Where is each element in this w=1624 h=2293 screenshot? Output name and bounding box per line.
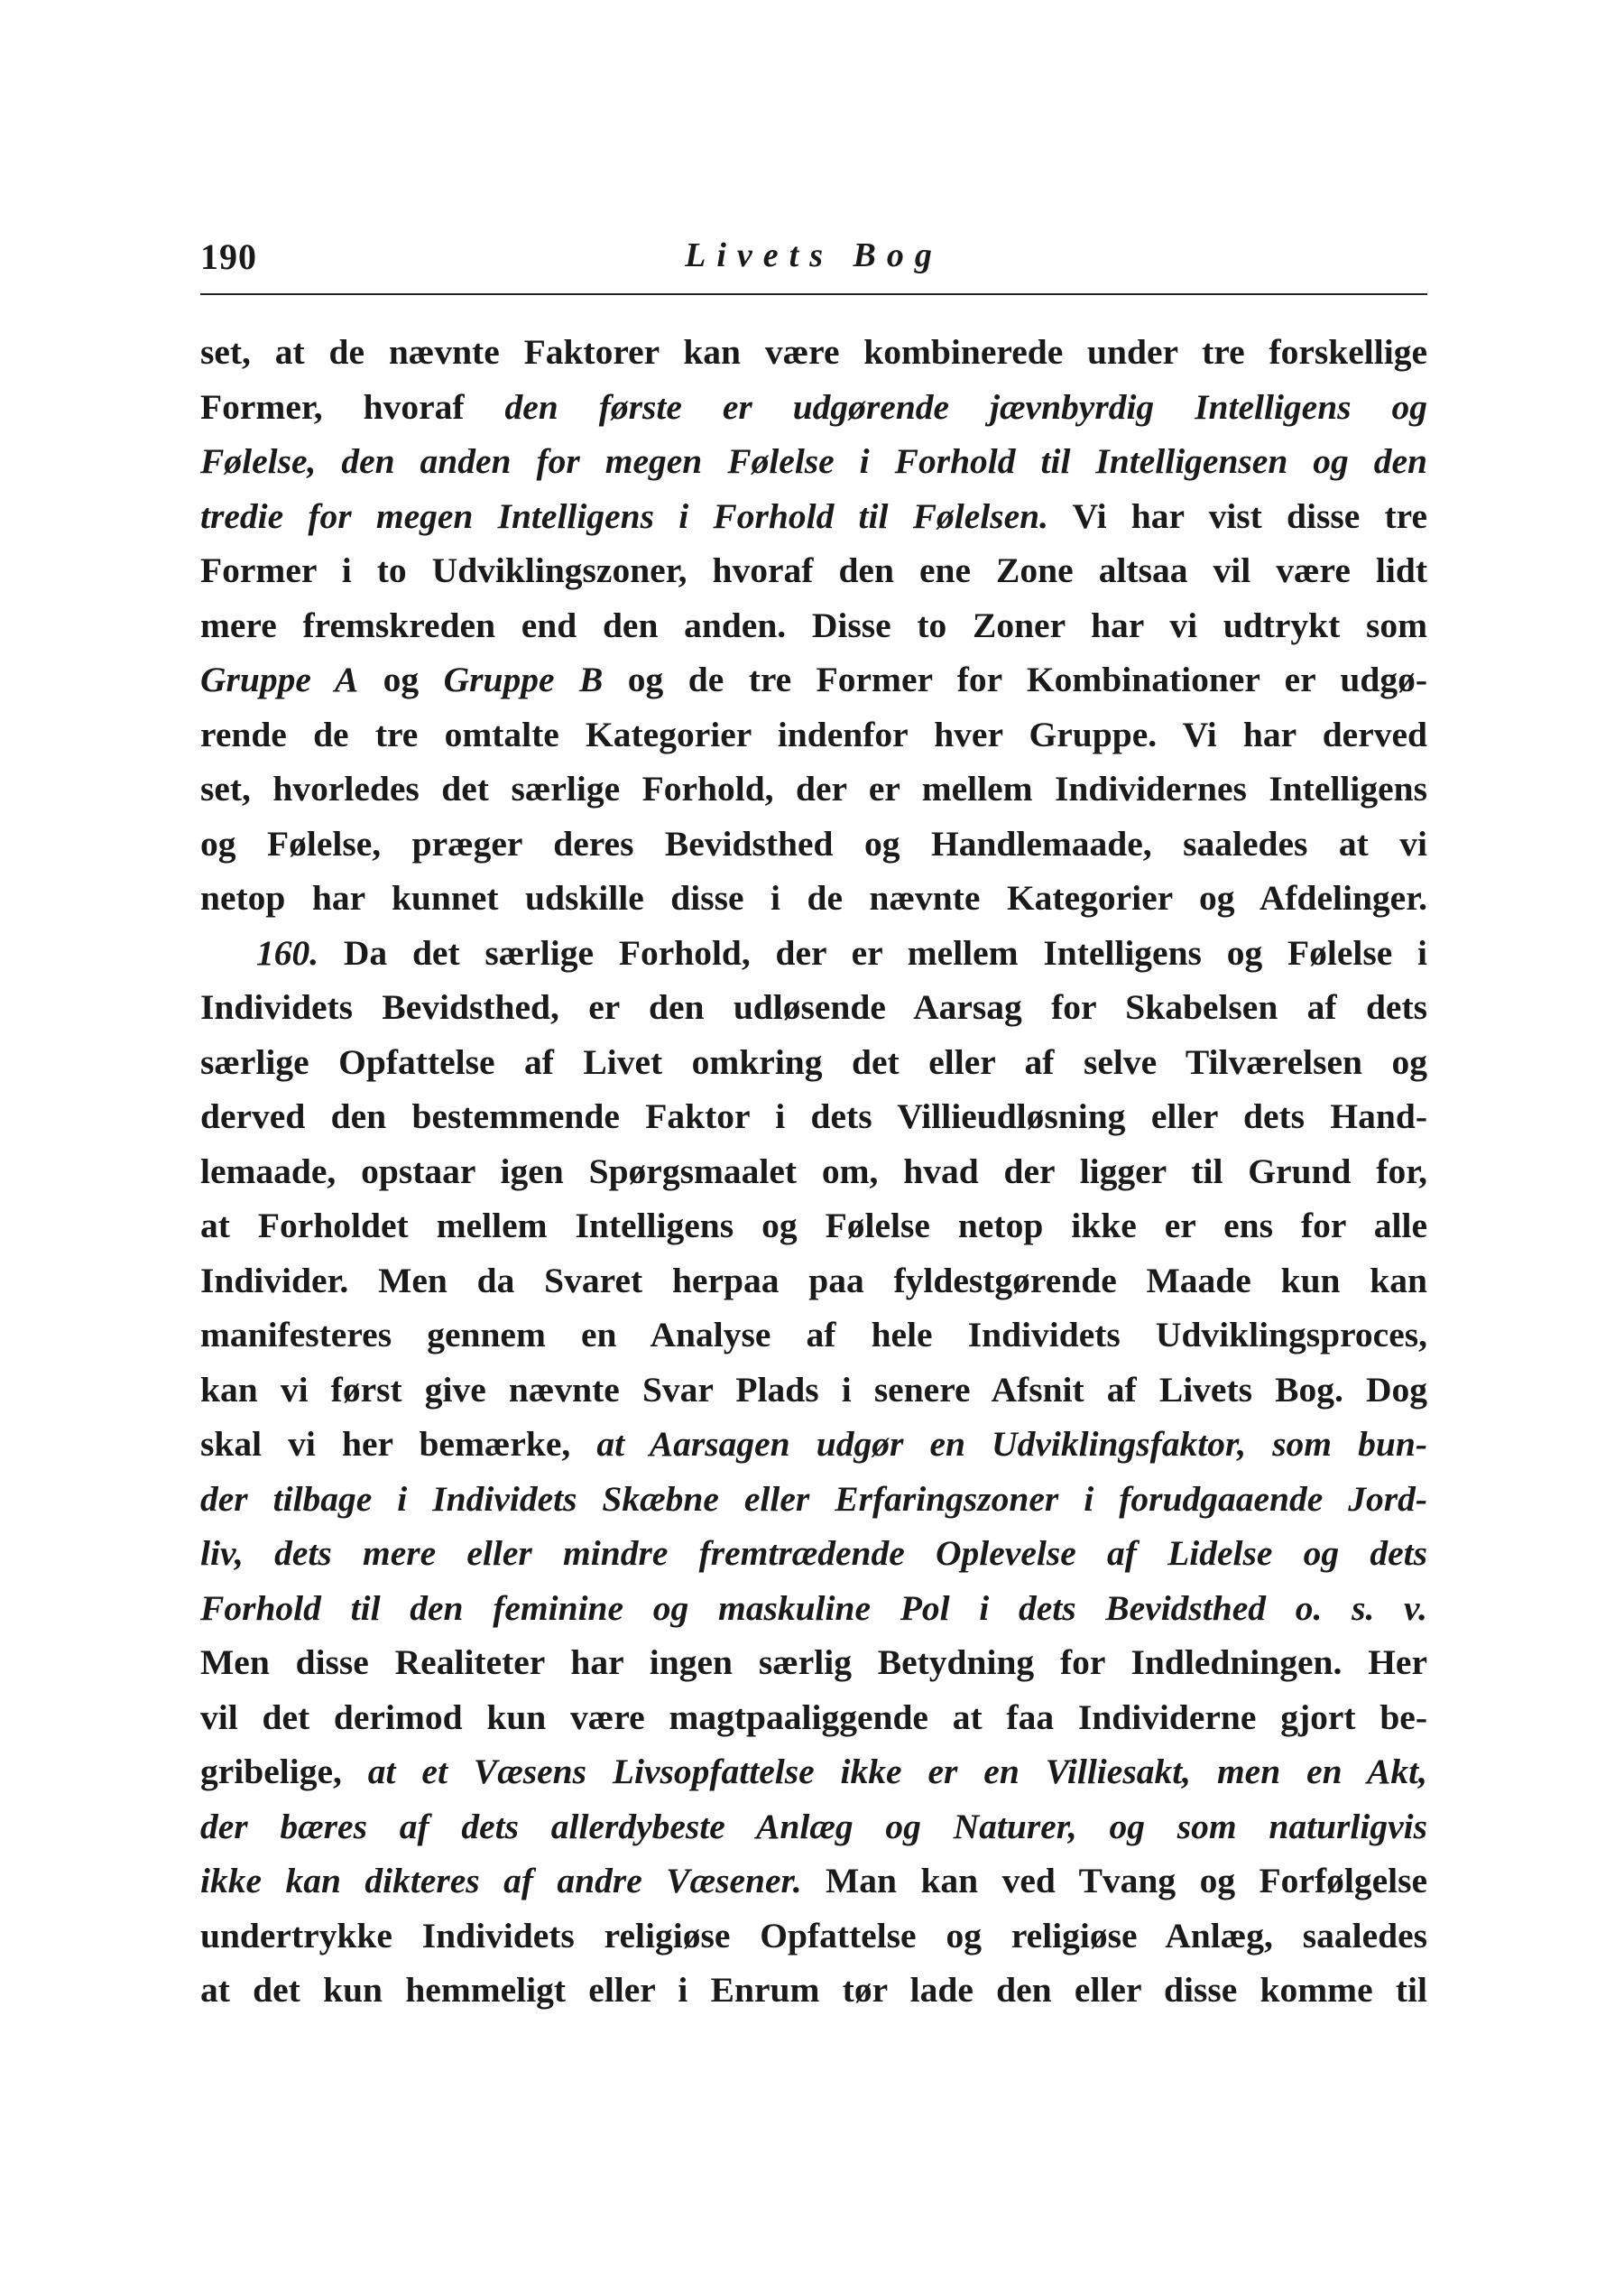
text-line xyxy=(200,1963,1427,2018)
italic-text: at et Væsens Livsopfattelse ikke er en Villiesakt, men en Akt, xyxy=(367,1752,1427,1791)
italic-text: Forhold til den feminine og maskuline Pol i dets Bevidsthed o. s. v. xyxy=(200,1587,1427,1628)
text-segment: og Følelse, præger deres Bevidsthed og Handlemaade, saaledes at vi xyxy=(200,823,1427,864)
text-line xyxy=(200,980,1427,1035)
text-line xyxy=(200,1363,1427,1418)
text-line xyxy=(200,1635,1427,1690)
text-segment: Vi har vist disse tre xyxy=(1048,495,1427,536)
text-line xyxy=(200,1035,1427,1090)
text-segment: derved den bestemmende Faktor i dets Villieudløsning eller dets Hand- xyxy=(200,1096,1427,1136)
text-segment: og xyxy=(358,660,444,699)
text-line xyxy=(200,1089,1427,1144)
italic-text: ikke kan dikteres af andre Væsener. xyxy=(200,1861,802,1900)
italic-text: 160. xyxy=(256,932,319,973)
text-line xyxy=(200,926,1427,981)
text-line xyxy=(200,434,1427,489)
text-line xyxy=(200,1526,1427,1581)
text-segment: undertrykke Individets religiøse Opfattelse og religiøse Anlæg, saaledes xyxy=(200,1915,1427,1956)
text-line xyxy=(200,1799,1427,1854)
text-segment: Da det særlige Forhold, der er mellem Intelligens og Følelse i xyxy=(318,932,1427,973)
italic-text: Gruppe A xyxy=(200,660,359,699)
text-segment: skal vi her bemærke, xyxy=(200,1424,597,1464)
text-segment: kan vi først give nævnte Svar Plads i senere Afsnit af Livets Bog. Dog xyxy=(200,1369,1427,1410)
body-text xyxy=(200,325,1427,2018)
text-segment: manifesteres gennem en Analyse af hele Individets Udviklingsproces, xyxy=(200,1315,1427,1355)
text-segment: Former i to Udviklingszoner, hvoraf den ene Zone altsaa vil være lidt xyxy=(200,550,1427,590)
text-segment: set, at de nævnte Faktorer kan være kombinerede under tre forskellige xyxy=(200,332,1427,372)
text-line xyxy=(200,1253,1427,1308)
text-line xyxy=(200,1308,1427,1363)
text-segment: set, hvorledes det særlige Forhold, der er mellem Individernes Intelligens xyxy=(200,769,1427,809)
text-segment: mere fremskreden end den anden. Disse to Zoner har vi udtrykt som xyxy=(200,605,1427,645)
text-line xyxy=(200,1854,1427,1909)
text-segment: Man kan ved Tvang og Forfølgelse xyxy=(801,1861,1427,1900)
text-line xyxy=(200,1581,1427,1636)
italic-text: at Aarsagen udgør en Udviklingsfaktor, som bun- xyxy=(596,1424,1427,1464)
text-line xyxy=(200,1690,1427,1745)
text-segment: at Forholdet mellem Intelligens og Følelse netop ikke er ens for alle xyxy=(200,1206,1427,1245)
text-segment: lemaade, opstaar igen Spørgsmaalet om, hvad der ligger til Grund for, xyxy=(200,1151,1427,1191)
text-line xyxy=(200,380,1427,435)
running-title: Livets Bog xyxy=(685,236,943,274)
text-line xyxy=(200,707,1427,763)
italic-text: der tilbage i Individets Skæbne eller Erfaringszoner i forudgaaende Jord- xyxy=(200,1478,1427,1519)
text-segment: Men disse Realiteter har ingen særlig Betydning for Indledningen. Her xyxy=(200,1642,1427,1682)
text-line xyxy=(200,1144,1427,1199)
text-segment: Former, hvoraf xyxy=(200,386,505,427)
text-segment: vil det derimod kun være magtpaaliggende at faa Individerne gjort be- xyxy=(200,1697,1427,1737)
italic-text: liv, dets mere eller mindre fremtrædende Oplevelse af Lidelse og dets xyxy=(200,1533,1427,1573)
italic-text: Følelse, den anden for megen Følelse i Forhold til Intelligensen og den xyxy=(200,441,1427,481)
text-segment: at det kun hemmeligt eller i Enrum tør lade den eller disse komme til xyxy=(200,1970,1427,2010)
text-line xyxy=(200,1417,1427,1472)
page-header xyxy=(200,230,1427,295)
text-segment: særlige Opfattelse af Livet omkring det eller af selve Tilværelsen og xyxy=(200,1041,1427,1082)
italic-text: tredie for megen Intelligens i Forhold til Følelsen. xyxy=(200,495,1049,536)
text-line xyxy=(200,762,1427,817)
text-segment: og de tre Former for Kombinationer er udgø- xyxy=(603,660,1427,699)
text-segment: rende de tre omtalte Kategorier indenfor hver Gruppe. Vi har derved xyxy=(200,714,1427,754)
text-line xyxy=(200,1198,1427,1253)
text-line xyxy=(200,1909,1427,1964)
italic-text: den første er udgørende jævnbyrdig Intelligens og xyxy=(504,386,1427,427)
text-segment: Individets Bevidsthed, er den udløsende Aarsag for Skabelsen af dets xyxy=(200,987,1427,1027)
text-line xyxy=(200,598,1427,653)
text-line xyxy=(200,489,1427,544)
page-number: 190 xyxy=(200,236,257,277)
text-line xyxy=(200,543,1427,598)
text-segment: Individer. Men da Svaret herpaa paa fyldestgørende Maade kun kan xyxy=(200,1260,1427,1300)
text-line xyxy=(200,652,1427,707)
italic-text: der bæres af dets allerdybeste Anlæg og Naturer, og som naturligvis xyxy=(200,1806,1427,1846)
text-line xyxy=(200,325,1427,380)
text-line xyxy=(200,1472,1427,1527)
text-line xyxy=(200,817,1427,872)
text-segment: gribelige, xyxy=(200,1752,368,1791)
text-segment: netop har kunnet udskille disse i de nævnte Kategorier og Afdelinger. xyxy=(200,878,1427,918)
italic-text: Gruppe B xyxy=(443,660,604,699)
text-line xyxy=(200,871,1427,926)
text-line xyxy=(200,1744,1427,1799)
